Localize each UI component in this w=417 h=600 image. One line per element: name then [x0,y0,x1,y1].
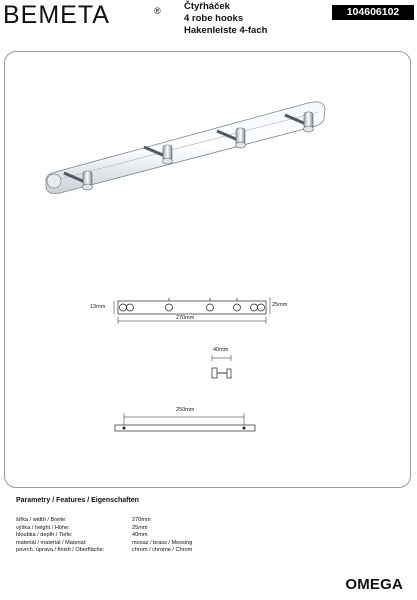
side-view-drawing [205,355,245,380]
parameters-heading: Parametry / Features / Eigenschaften [16,497,139,504]
param-row [16,517,192,525]
param-label: materiál / material / Material: [16,539,87,546]
product-code: 104606102 [332,5,414,20]
product-name-en: 4 robe hooks [184,13,244,24]
product-series: OMEGA [345,576,403,593]
parameters-table [16,517,192,555]
product-name-de: Hakenleiste 4-fach [184,25,268,36]
registered-mark: ® [154,6,161,16]
param-row [16,540,192,548]
param-value: 25mm [132,524,148,531]
bemeta-logo [3,2,163,26]
product-name-cz: Čtyřháček [184,1,230,12]
param-label: výška / height / Höhe: [16,524,70,531]
product-illustration [40,95,340,205]
param-row [16,525,192,533]
dim-front-right-height: 25mm [272,302,288,308]
dim-front-height: 13mm [90,304,106,310]
param-row [16,547,192,555]
logo-text: BEMETA [3,2,110,26]
param-value: 40mm [132,532,148,539]
param-label: povrch. úprava / finish / Oberfläche: [16,547,105,554]
param-value: chrom / chrome / Chrom [132,547,193,554]
param-value: mosaz / brass / Messing [132,539,193,546]
dim-mount-width: 250mm [176,407,195,413]
param-value: 270mm [132,517,151,523]
param-label: šířka / width / Breite: [16,517,67,523]
mount-view-drawing [110,410,260,440]
product-names [184,1,267,37]
dim-side-depth: 40mm [213,347,229,353]
param-row [16,532,192,540]
front-view-drawing [80,292,300,332]
param-label: hloubka / depth / Tiefe: [16,532,73,539]
dim-front-width: 270mm [176,315,195,321]
